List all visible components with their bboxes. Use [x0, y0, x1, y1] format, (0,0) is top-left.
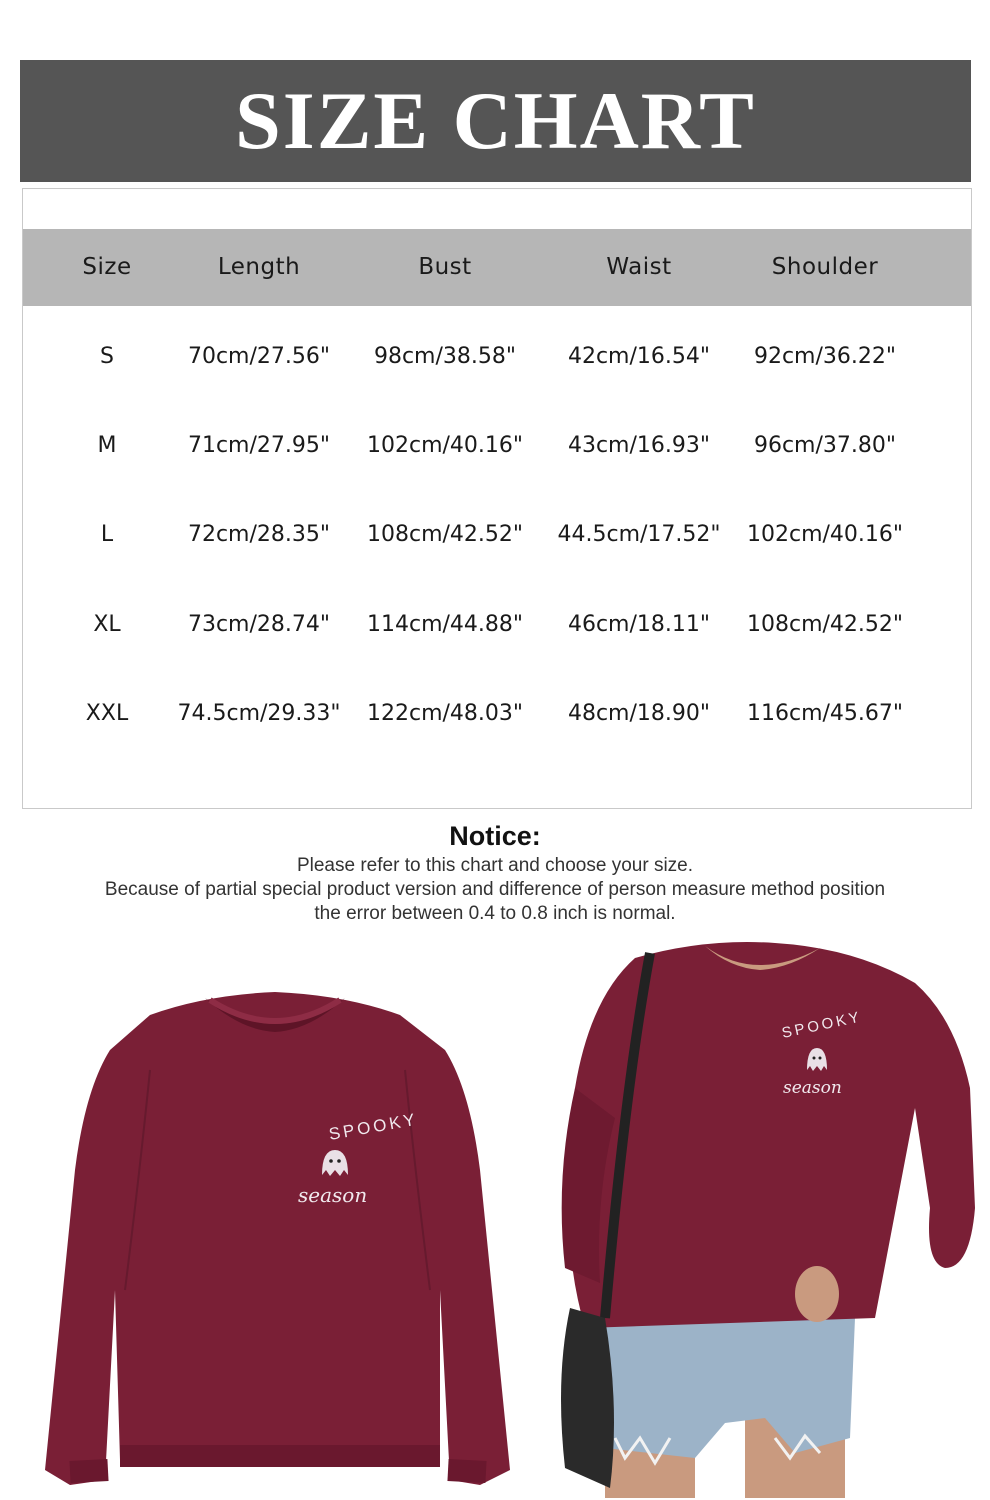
- table-cell: 74.5cm/29.33": [177, 701, 341, 726]
- notice-line: the error between 0.4 to 0.8 inch is normal.: [314, 903, 676, 924]
- table-cell: 114cm/44.88": [366, 612, 524, 637]
- page-title: SIZE CHART: [235, 75, 756, 166]
- table-cell: 71cm/27.95": [187, 433, 331, 458]
- table-cell: 116cm/45.67": [746, 701, 904, 726]
- header-shoulder: Shoulder: [771, 254, 879, 280]
- table-cell: 108cm/42.52": [366, 522, 524, 547]
- sweatshirt-flat-photo: [40, 990, 515, 1500]
- table-cell: 70cm/27.56": [187, 344, 331, 369]
- print-top-text: SPOOKY: [327, 1109, 420, 1144]
- model-print-bottom-text: season: [783, 1078, 842, 1098]
- table-cell: 98cm/38.58": [373, 344, 517, 369]
- header-waist: Waist: [606, 254, 672, 280]
- table-cell: 92cm/36.22": [753, 344, 897, 369]
- table-cell: M: [97, 433, 117, 458]
- table-cell: 122cm/48.03": [366, 701, 524, 726]
- header-length: Length: [217, 254, 301, 280]
- table-cell: 42cm/16.54": [567, 344, 711, 369]
- table-cell: XL: [93, 612, 121, 637]
- table-cell: 43cm/16.93": [567, 433, 711, 458]
- table-cell: 44.5cm/17.52": [557, 522, 721, 547]
- table-cell: 102cm/40.16": [746, 522, 904, 547]
- header-size: Size: [82, 254, 132, 280]
- table-cell: 48cm/18.90": [567, 701, 711, 726]
- table-cell: 102cm/40.16": [366, 433, 524, 458]
- table-cell: S: [100, 344, 114, 369]
- size-table: [22, 188, 972, 809]
- table-cell: 96cm/37.80": [753, 433, 897, 458]
- model-photo: [545, 938, 980, 1498]
- table-cell: 46cm/18.11": [567, 612, 711, 637]
- notice-title: Notice:: [449, 821, 541, 851]
- size-chart-banner: [20, 60, 971, 182]
- table-cell: 73cm/28.74": [187, 612, 331, 637]
- table-cell: XXL: [85, 701, 129, 726]
- table-cell: L: [100, 522, 114, 547]
- notice-line: Please refer to this chart and choose your size.: [296, 855, 694, 876]
- header-bust: Bust: [418, 254, 472, 280]
- table-cell: 72cm/28.35": [187, 522, 331, 547]
- model-print-top-text: SPOOKY: [780, 1008, 864, 1042]
- print-bottom-text: season: [298, 1183, 368, 1207]
- table-cell: 108cm/42.52": [746, 612, 904, 637]
- notice-line: Because of partial special product version and difference of person measure method position: [104, 879, 886, 900]
